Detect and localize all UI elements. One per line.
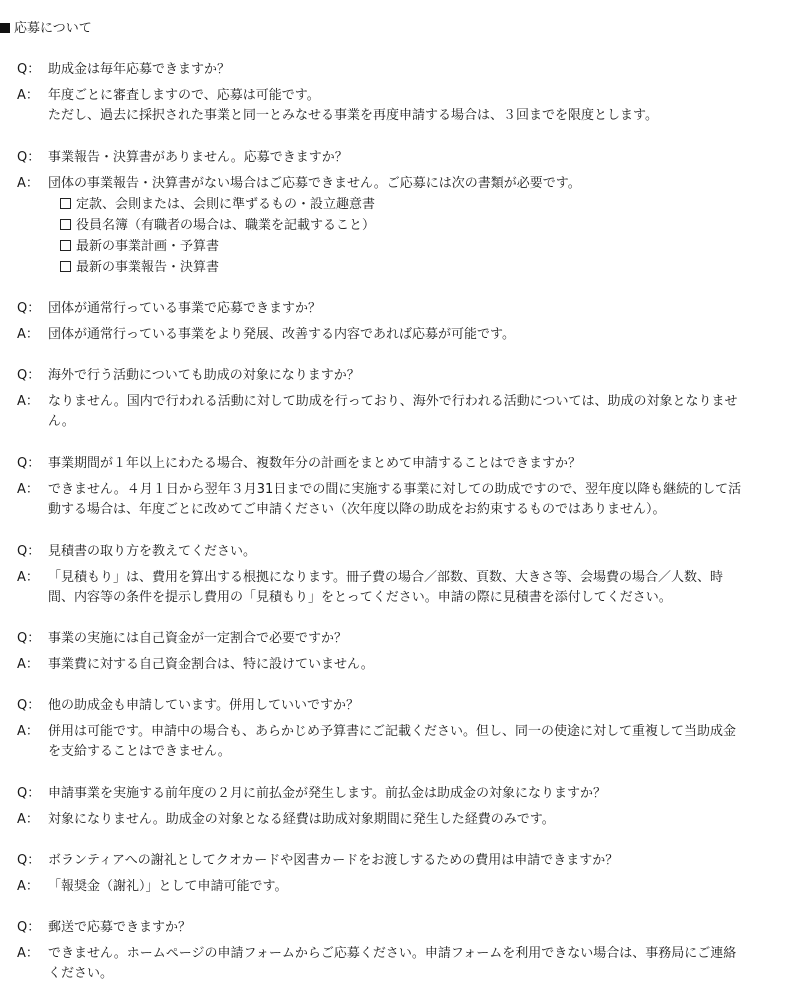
answer-text: 年度ごとに審査しますので、応募は可能です。 [48,88,320,103]
question-text: 他の助成金も申請しています。併用していいですか？ [48,698,359,713]
question-label: Q： [17,150,41,165]
answer-text: ください。 [48,966,114,981]
answer-text: 対象になりません。助成金の対象となる経費は助成対象期間に発生した経費のみです。 [48,812,555,827]
question-label: Q： [17,368,41,383]
question-label: Q： [17,920,41,935]
question-text: ボランティアへの謝礼としてクオカードや図書カードをお渡しするための費用は申請できますか？ [48,853,619,868]
checkbox-icon [60,240,71,251]
answer-label: A： [17,482,39,497]
question-label: Q： [17,786,41,801]
answer-text: できません。ホームページの申請フォームからご応募ください。申請フォームを利用できない場合は、事務局にご連絡 [48,946,737,961]
question-label: Q： [17,301,41,316]
question-text: 助成金は毎年応募できますか？ [48,62,231,77]
answer-label: A： [17,724,39,739]
answer-text: 事業費に対する自己資金割合は、特に設けていません。 [48,657,374,672]
answer-text: ん。 [48,414,75,429]
answer-label: A： [17,879,39,894]
answer-text: なりません。国内で行われる活動に対して助成を行っており、海外で行われる活動については、助成の対象となりませ [48,394,738,409]
section-title: 応募について [14,21,92,36]
answer-text: 「報奨金（謝礼）」として申請可能です。 [48,879,288,894]
answer-text: 間、内容等の条件を提示し費用の「見積もり」をとってください。申請の際に見積書を添付してください。 [48,590,672,605]
checklist-item-label: 役員名簿（有職者の場合は、職業を記載すること） [76,218,376,233]
answer-label: A： [17,88,39,103]
question-label: Q： [17,631,41,646]
question-text: 見積書の取り方を教えてください。 [48,544,257,559]
checkbox-icon [60,219,71,230]
checklist-item-label: 最新の事業報告・決算書 [76,260,220,275]
question-label: Q： [17,853,41,868]
checklist-item [60,237,219,257]
checkbox-icon [60,198,71,209]
checklist-item [60,258,219,278]
section-heading [0,19,92,39]
answer-label: A： [17,812,39,827]
question-label: Q： [17,62,41,77]
question-label: Q： [17,456,41,471]
square-bullet-icon [0,23,10,33]
checklist-item-label: 定款、会則または、会則に準ずるもの・設立趣意書 [76,197,376,212]
checkbox-icon [60,261,71,272]
question-text: 事業期間が１年以上にわたる場合、複数年分の計画をまとめて申請することはできますか？ [48,456,582,471]
answer-label: A： [17,394,39,409]
question-label: Q： [17,544,41,559]
checklist-item [60,216,375,236]
question-text: 事業報告・決算書がありません。応募できますか？ [48,150,348,165]
answer-text: 団体が通常行っている事業をより発展、改善する内容であれば応募が可能です。 [48,327,515,342]
answer-text: 動する場合は、年度ごとに改めてご申請ください（次年度以降の助成をお約束するものではありません）。 [48,502,666,517]
question-text: 申請事業を実施する前年度の２月に前払金が発生します。前払金は助成金の対象になりますか？ [48,786,606,801]
checklist-item [60,195,375,215]
answer-text: を支給することはできません。 [48,744,231,759]
answer-label: A： [17,657,39,672]
answer-label: A： [17,176,39,191]
question-text: 郵送で応募できますか？ [48,920,192,935]
question-text: 海外で行う活動についても助成の対象になりますか？ [48,368,360,383]
answer-text: 「見積もり」は、費用を算出する根拠になります。冊子費の場合／部数、頁数、大きさ等、会場費の場合／人数、時 [48,570,723,585]
question-text: 団体が通常行っている事業で応募できますか？ [48,301,322,316]
answer-text: できません。４月１日から翌年３月31日までの間に実施する事業に対しての助成ですので、翌年度以降も継続的して活 [48,482,742,497]
answer-label: A： [17,946,39,961]
checklist-item-label: 最新の事業計画・予算書 [76,239,220,254]
question-text: 事業の実施には自己資金が一定割合で必要ですか？ [48,631,348,646]
answer-text: 団体の事業報告・決算書がない場合はご応募できません。ご応募には次の書類が必要です。 [48,176,581,191]
answer-text: ただし、過去に採択された事業と同一とみなせる事業を再度申請する場合は、３回までを限度とします。 [48,108,658,123]
question-label: Q： [17,698,41,713]
answer-label: A： [17,570,39,585]
answer-text: 併用は可能です。申請中の場合も、あらかじめ予算書にご記載ください。但し、同一の使途に対して重複して当助成金 [48,724,736,739]
answer-label: A： [17,327,39,342]
